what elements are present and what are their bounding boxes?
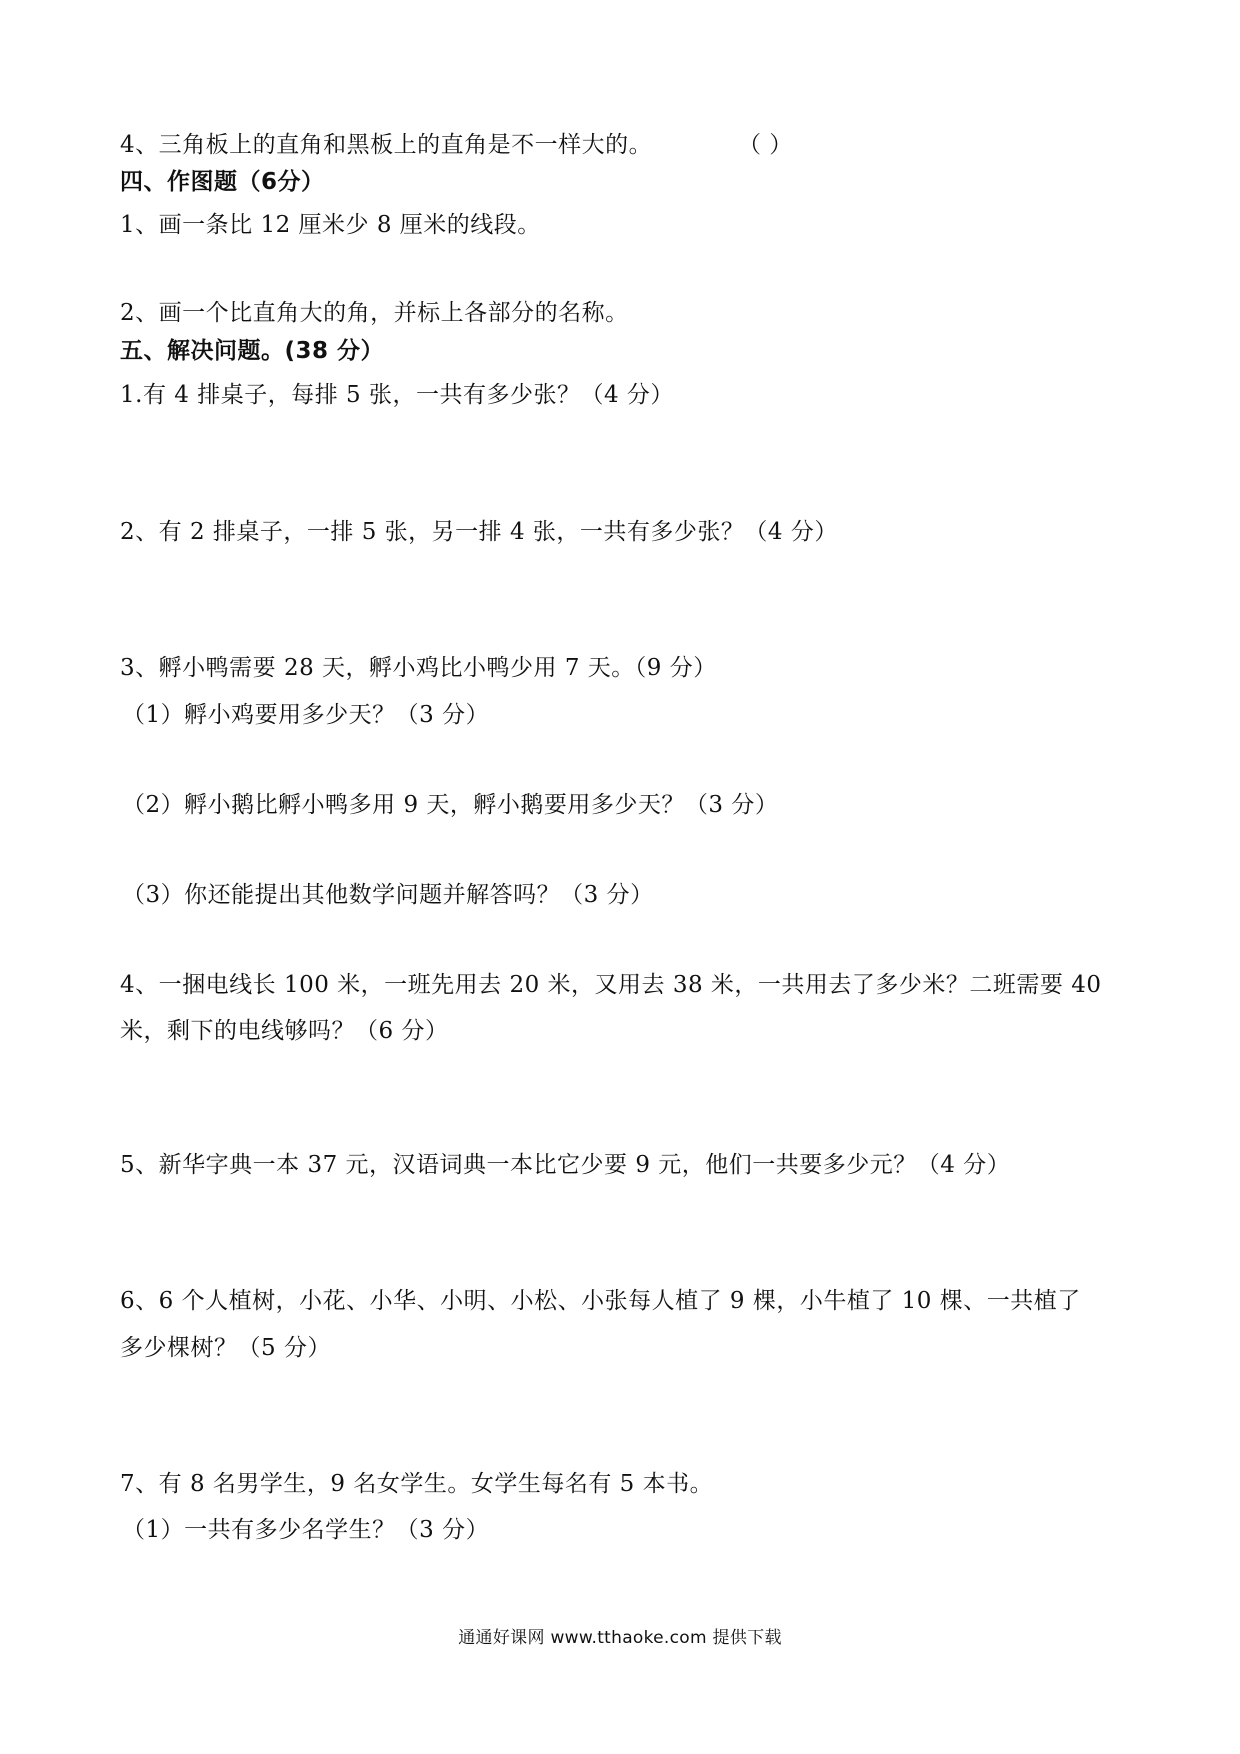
drawing-question-1: 1、画一条比 12 厘米少 8 厘米的线段。 [120,212,541,238]
problem-3-part-2: （2）孵小鹅比孵小鸭多用 9 天，孵小鹅要用多少天？（3 分） [122,792,779,818]
problem-7-part-1: （1）一共有多少名学生？（3 分） [122,1517,490,1543]
problem-6-line-1: 6、6 个人植树，小花、小华、小明、小松、小张每人植了 9 棵，小牛植了 10 棵、一共植了 [120,1288,1081,1314]
section-heading-problems: 五、解决问题。(38 分） [120,338,385,364]
problem-4-line-1: 4、一捆电线长 100 米，一班先用去 20 米，又用去 38 米，一共用去了多少米？二班需要 40 [120,972,1102,998]
section-heading-drawing: 四、作图题（6分） [120,169,325,195]
tf-question-4-text: 4、三角板上的直角和黑板上的直角是不一样大的。 [120,132,653,158]
problem-4-line-2: 米，剩下的电线够吗？（6 分） [120,1018,449,1044]
problem-2: 2、有 2 排桌子，一排 5 张，另一排 4 张，一共有多少张？（4 分） [120,519,838,545]
problem-5: 5、新华字典一本 37 元，汉语词典一本比它少要 9 元，他们一共要多少元？（4 分） [120,1152,1011,1178]
problem-3-part-3: （3）你还能提出其他数学问题并解答吗？（3 分） [122,882,654,908]
problem-6-line-2: 多少棵树？（5 分） [120,1335,331,1361]
problem-7: 7、有 8 名男学生，9 名女学生。女学生每名有 5 本书。 [120,1471,714,1497]
footer-source: 通通好课网 www.tthaoke.com 提供下载 [458,1628,782,1648]
drawing-question-2: 2、画一个比直角大的角，并标上各部分的名称。 [120,300,629,326]
problem-3-part-1: （1）孵小鸡要用多少天？（3 分） [122,702,490,728]
problem-1: 1.有 4 排桌子，每排 5 张，一共有多少张？（4 分） [120,382,674,408]
answer-blank: （ ） [738,132,793,158]
problem-3: 3、孵小鸭需要 28 天，孵小鸡比小鸭少用 7 天。（9 分） [120,655,717,681]
